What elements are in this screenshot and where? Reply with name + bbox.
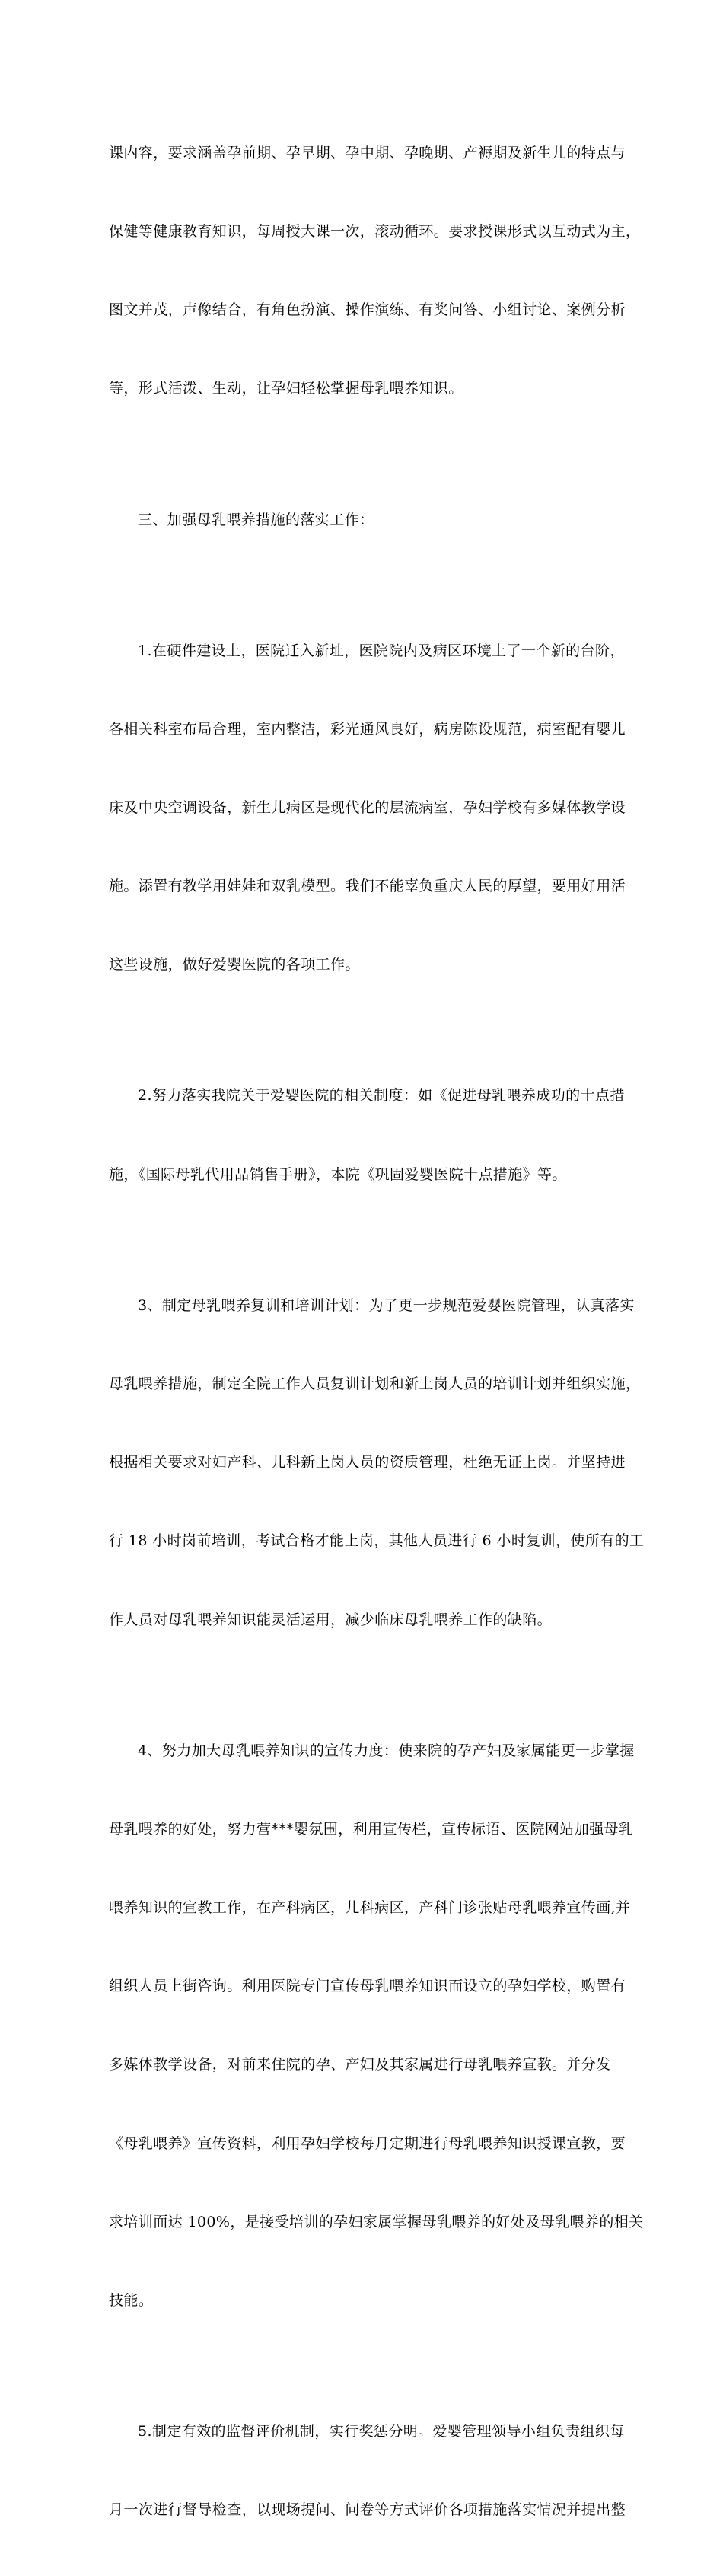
text-line: 5.制定有效的监督评价机制，实行奖惩分明。爱婴管理领导小组负责组织每 [138,2423,625,2441]
text-line: 课内容，要求涵盖孕前期、孕早期、孕中期、孕晚期、产褥期及新生儿的特点与 [109,144,626,161]
text-line: 这些设施，做好爱婴医院的各项工作。 [109,956,360,974]
text-line: 喂养知识的宣教工作，在产科病区，儿科病区，产科门诊张贴母乳喂养宣传画,并 [109,1899,631,1917]
text-line: 保健等健康教育知识，每周授大课一次，滚动循环。要求授课形式以互动式为主， [109,223,641,241]
text-line: 床及中央空调设备，新生儿病区是现代化的层流病室，孕妇学校有多媒体教学设 [109,799,626,816]
section-heading-3 [109,454,615,585]
paragraph-item-1 [109,585,626,1031]
text-line: 施。添置有教学用娃娃和双乳模型。我们不能辜负重庆人民的厚望，要用好用活 [109,878,626,895]
text-line: 技能。 [109,2292,154,2310]
text-line: 2.努力落实我院关于爱婴医院的相关制度：如《促进母乳喂养成功的十点措 [138,1087,625,1105]
text-line: 3、制定母乳喂养复训和培训计划：为了更一步规范爱婴医院管理，认真落实 [138,1296,635,1314]
text-line: 各相关科室布局合理，室内整洁，彩光通风良好，病房陈设规范，病室配有婴儿 [109,720,626,738]
text-line: 图文并茂，声像结合，有角色扮演、操作演练、有奖问答、小组讨论、案例分析 [109,301,626,319]
text-line: 母乳喂养措施，制定全院工作人员复训计划和新上岗人员的培训计划并组织实施， [109,1375,641,1392]
document-body [109,88,645,2576]
text-line: 多媒体教学设备，对前来住院的孕、产妇及其家属进行母乳喂养宣教。并分发 [109,2056,611,2074]
text-line: 1.在硬件建设上，医院迁入新址，医院院内及病区环境上了一个新的台阶， [138,642,625,659]
text-line: 等，形式活泼、生动，让孕妇轻松掌握母乳喂养知识。 [109,380,463,397]
text-line: 4、努力加大母乳喂养知识的宣传力度：使来院的孕产妇及家属能更一步掌握 [138,1742,635,1759]
paragraph-item-5 [109,2366,626,2575]
text-line: 月一次进行督导检查，以现场提问、问卷等方式评价各项措施落实情况并提出整 [109,2501,626,2519]
text-line: 作人员对母乳喂养知识能灵活运用，减少临床母乳喂养工作的缺陷。 [109,1611,553,1628]
text-line: 母乳喂养的好处，努力营***婴氛围，利用宣传栏，宣传标语、医院网站加强母乳 [109,1820,634,1838]
paragraph-item-4 [109,1685,644,2367]
text-line: 《母乳喂养》宣传资料，利用孕妇学校每月定期进行母乳喂养知识授课宣教，要 [109,2134,626,2152]
text-line: 行 18 小时岗前培训，考试合格才能上岗，其他人员进行 6 小时复训，使所有的工 [109,1532,645,1550]
paragraph-1 [109,88,641,454]
text-line: 三、加强母乳喂养措施的落实工作： [138,511,374,528]
text-line: 根据相关要求对妇产科、儿科新上岗人员的资质管理，杜绝无证上岗。并坚持进 [109,1454,626,1471]
text-line: 组织人员上街咨询。利用医院专门宣传母乳喂养知识而设立的孕妇学校，购置有 [109,1978,626,1995]
text-line: 施，《国际母乳代用品销售手册》，本院《巩固爱婴医院十点措施》等。 [109,1165,567,1183]
text-line: 求培训面达 100%，是接受培训的孕妇家属掌握母乳喂养的好处及母乳喂养的相关 [109,2213,644,2230]
paragraph-item-3 [109,1240,645,1685]
paragraph-item-2 [109,1031,625,1240]
